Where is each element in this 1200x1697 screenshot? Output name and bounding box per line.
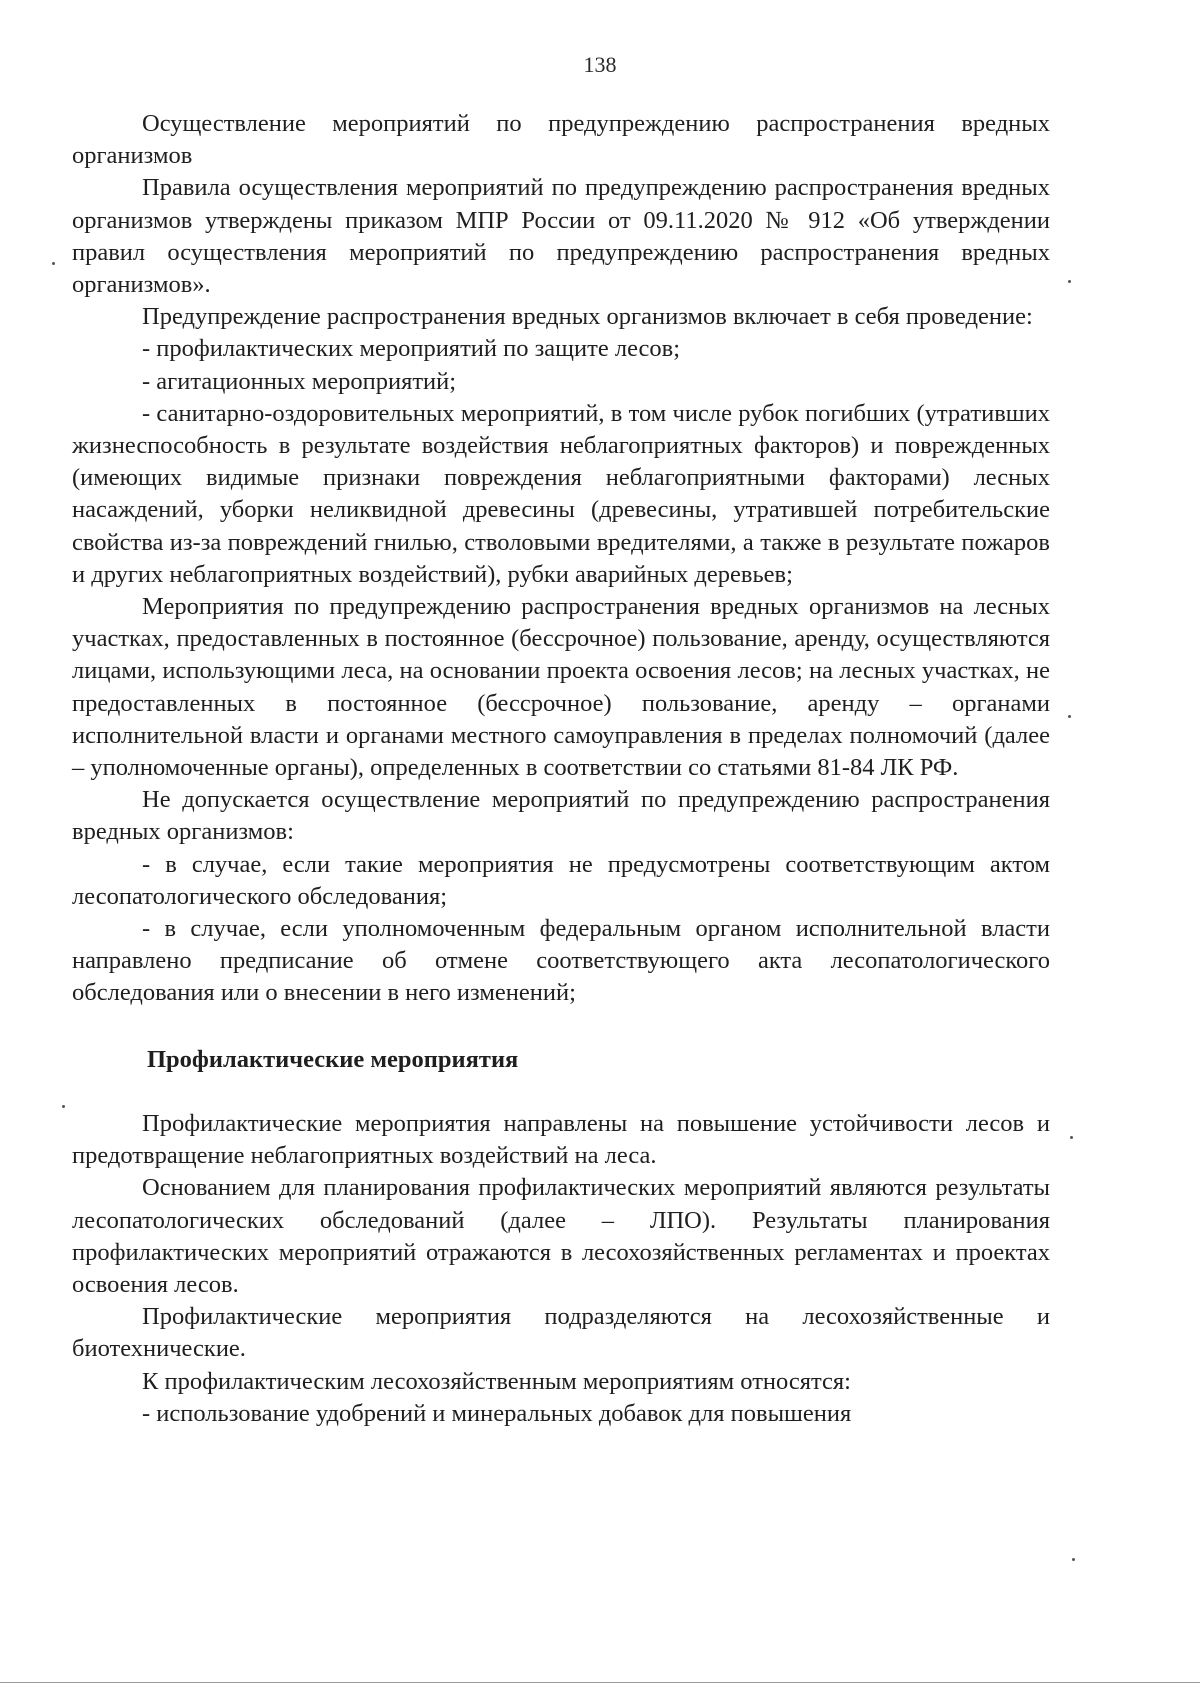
scan-speck [1072,1558,1075,1561]
scan-speck [1068,715,1071,718]
scan-edge-line [0,1682,1200,1683]
list-item: - профилактических мероприятий по защите лесов; [142,335,681,363]
scan-speck [1068,280,1071,283]
scan-speck [62,1105,65,1108]
paragraph: Мероприятия по предупреждению распространения вредных организмов на лесных участках, предоставленных в постоянное (бессрочное) пользование, аренду, осуществляются лицами, использующими леса, на основании проекта освоения лесов; на лесных участках, не предоставленных в постоянное (бессрочное) пользование, аренду – органами исполнительной власти и органами местного самоуправления в пределах полномочий (далее – уполномоченные органы), определенных в соответствии со статьями 81-84 ЛК РФ. [72,593,1050,782]
list-item: - в случае, если уполномоченным федеральным органом исполнительной власти направлено предписание об отмене соответствующего акта лесопатологического обследования или о внесении в него изменений; [72,915,1050,1007]
list-item: - использование удобрений и минеральных добавок для повышения [142,1399,852,1427]
paragraph: Не допускается осуществление мероприятий по предупреждению распространения вредных организмов: [72,786,1050,846]
section-heading: Профилактические мероприятия [147,1045,519,1073]
paragraph: К профилактическим лесохозяйственным мероприятиям относятся: [142,1367,851,1395]
paragraph: Правила осуществления мероприятий по предупреждению распространения вредных организмов утверждены приказом МПР России от 09.11.2020 № 912 «Об утверждении правил осуществления мероприятий по предупреждению распространения вредных организмов». [72,174,1050,299]
page-number: 138 [583,52,617,77]
page-body [72,108,1050,1430]
paragraph: Профилактические мероприятия подразделяются на лесохозяйственные и биотехнические. [72,1303,1050,1363]
scan-speck [52,262,55,265]
list-item: - агитационных мероприятий; [142,367,457,395]
paragraph: Осуществление мероприятий по предупреждению распространения вредных организмов [72,110,1050,170]
list-item: - в случае, если такие мероприятия не предусмотрены соответствующим актом лесопатологического обследования; [72,850,1050,910]
paragraph: Профилактические мероприятия направлены на повышение устойчивости лесов и предотвращение неблагоприятных воздействий на леса. [72,1109,1050,1170]
paragraph: Предупреждение распространения вредных организмов включает в себя проведение: [142,303,1033,331]
scan-speck [1070,1136,1073,1139]
paragraph: Основанием для планирования профилактических мероприятий являются результаты лесопатологических обследований (далее – ЛПО). Результаты планирования профилактических мероприятий отражаются в лесохозяйственных регламентах и проектах освоения лесов. [72,1174,1050,1298]
list-item: - санитарно-оздоровительных мероприятий, в том числе рубок погибших (утративших жизнеспособность в результате воздействия неблагоприятных факторов) и поврежденных (имеющих видимые признаки повреждения неблагоприятными факторами) лесных насаждений, уборки неликвидной древесины (древесины, утратившей потребительские свойства из-за повреждений гнилью, стволовыми вредителями, а также в результате пожаров и других неблагоприятных воздействий), рубки аварийных деревьев; [72,399,1050,588]
